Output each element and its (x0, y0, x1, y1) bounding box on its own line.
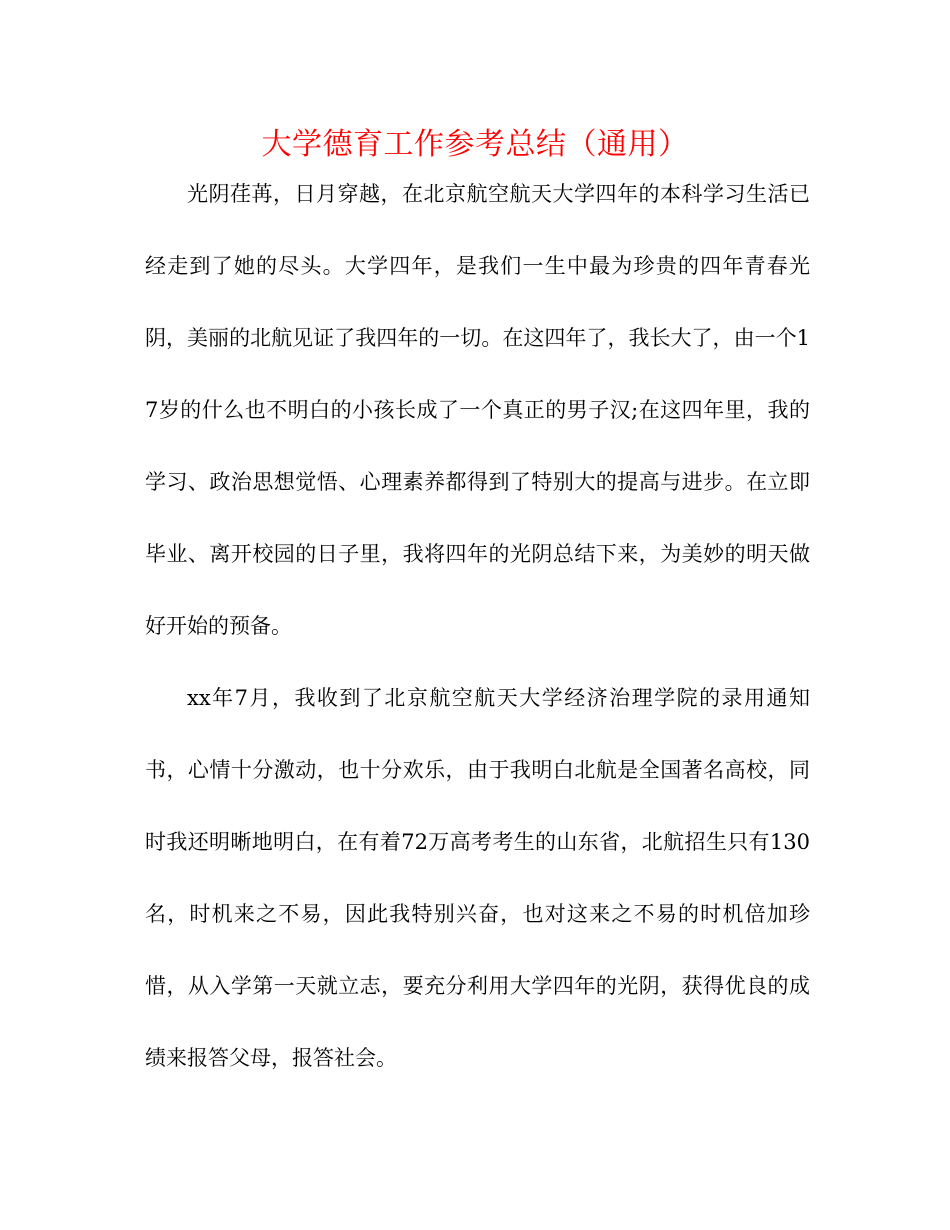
document-title: 大学德育工作参考总结（通用） (261, 127, 689, 162)
paragraph-2: xx年7月，我收到了北京航空航天大学经济治理学院的录用通知书，心情十分激动，也十分欢乐，由于我明白北航是全国著名高校，同时我还明晰地明白，在有着72万高考考生的山东省，北航招生只有130名，时机来之不易，因此我特别兴奋，也对这来之不易的时机倍加珍惜，从入学第一天就立志，要充分利用大学四年的光阴，获得优良的成绩来报答父母，报答社会。 (145, 686, 810, 1070)
paragraph-1: 光阴荏苒，日月穿越，在北京航空航天大学四年的本科学习生活已经走到了她的尽头。大学四年，是我们一生中最为珍贵的四年青春光阴，美丽的北航见证了我四年的一切。在这四年了，我长大了，由一个17岁的什么也不明白的小孩长成了一个真正的男子汉;在这四年里，我的学习、政治思想觉悟、心理素养都得到了特别大的提高与进步。在立即毕业、离开校园的日子里，我将四年的光阴总结下来，为美妙的明天做好开始的预备。 (145, 182, 810, 638)
